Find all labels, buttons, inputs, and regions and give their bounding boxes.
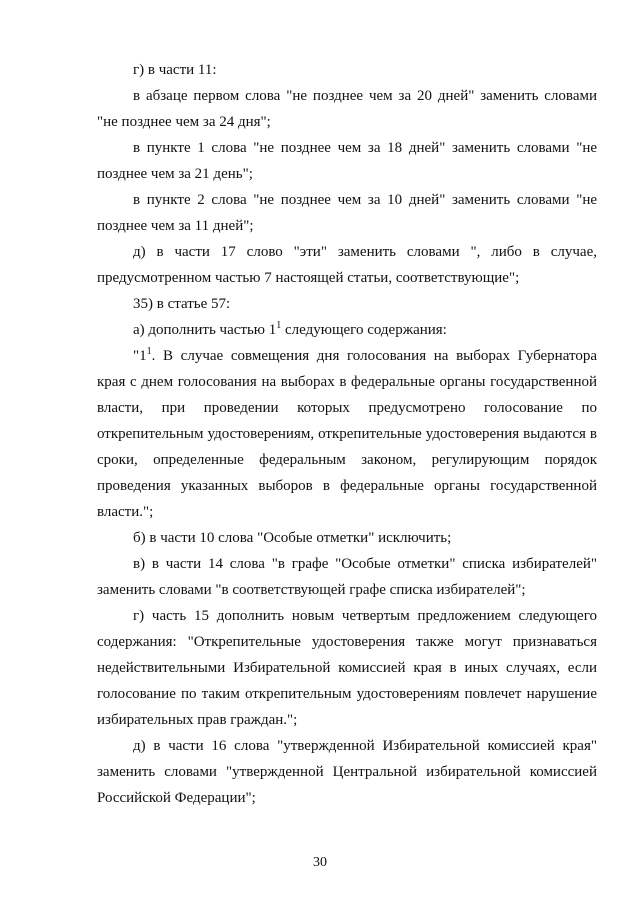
paragraph-part-14: в) в части 14 слова "в графе "Особые отметки" списка избирателей" заменить словами "в соответствующей графе списка избирателей"; — [97, 556, 597, 598]
paragraph-add-part-1-1-before: а) дополнить частью 1 — [133, 322, 277, 338]
paragraph-part-16: д) в части 16 слова "утвержденной Избирательной комиссией края" заменить словами "утвержденной Центральной избирательной комиссией Российской Федерации"; — [97, 738, 597, 806]
paragraph-add-part-1-1 — [97, 317, 597, 343]
paragraph-part-1-1-after: . В случае совмещения дня голосования на выборах Губернатора края с днем голосования на выборах в федеральные органы государственной власти, при проведении которых предусмотрено голосование по открепительным удостоверениям, открепительные удостоверения выдаются в сроки, определенные федеральным законом, регулирующим порядок проведения указанных выборов в федеральные органы государственной власти."; — [97, 348, 597, 520]
paragraph-article-57: 35) в статье 57: — [133, 296, 231, 312]
paragraph-part-1-1-before: "1 — [133, 348, 147, 364]
paragraph-part-17: д) в части 17 слово "эти" заменить словами ", либо в случае, предусмотренном частью 7 настоящей статьи, соответствующие"; — [97, 244, 597, 286]
paragraph-add-part-1-1-after: следующего содержания: — [281, 322, 447, 338]
paragraph-point-1: в пункте 1 слова "не позднее чем за 18 дней" заменить словами "не позднее чем за 21 день"; — [97, 140, 597, 182]
paragraph-part-1-1-text — [97, 343, 597, 525]
page-number: 30 — [313, 855, 327, 870]
paragraph-point-2: в пункте 2 слова "не позднее чем за 10 дней" заменить словами "не позднее чем за 11 дней"; — [97, 192, 597, 234]
paragraph-part-10: б) в части 10 слова "Особые отметки" исключить; — [133, 530, 452, 546]
paragraph-part-11: г) в части 11: — [133, 62, 217, 78]
superscript-1: 1 — [146, 346, 152, 357]
document-body — [97, 57, 597, 811]
paragraph-first-abzats: в абзаце первом слова "не позднее чем за 20 дней" заменить словами "не позднее чем за 24 дня"; — [97, 88, 597, 130]
paragraph-part-15: г) часть 15 дополнить новым четвертым предложением следующего содержания: "Открепительные удостоверения также могут признаваться недействительными Избирательной комиссией края в иных случаях, если голосование по таким открепительным удостоверениям повлечет нарушение избирательных прав граждан."; — [97, 608, 597, 728]
superscript-1: 1 — [276, 320, 282, 331]
